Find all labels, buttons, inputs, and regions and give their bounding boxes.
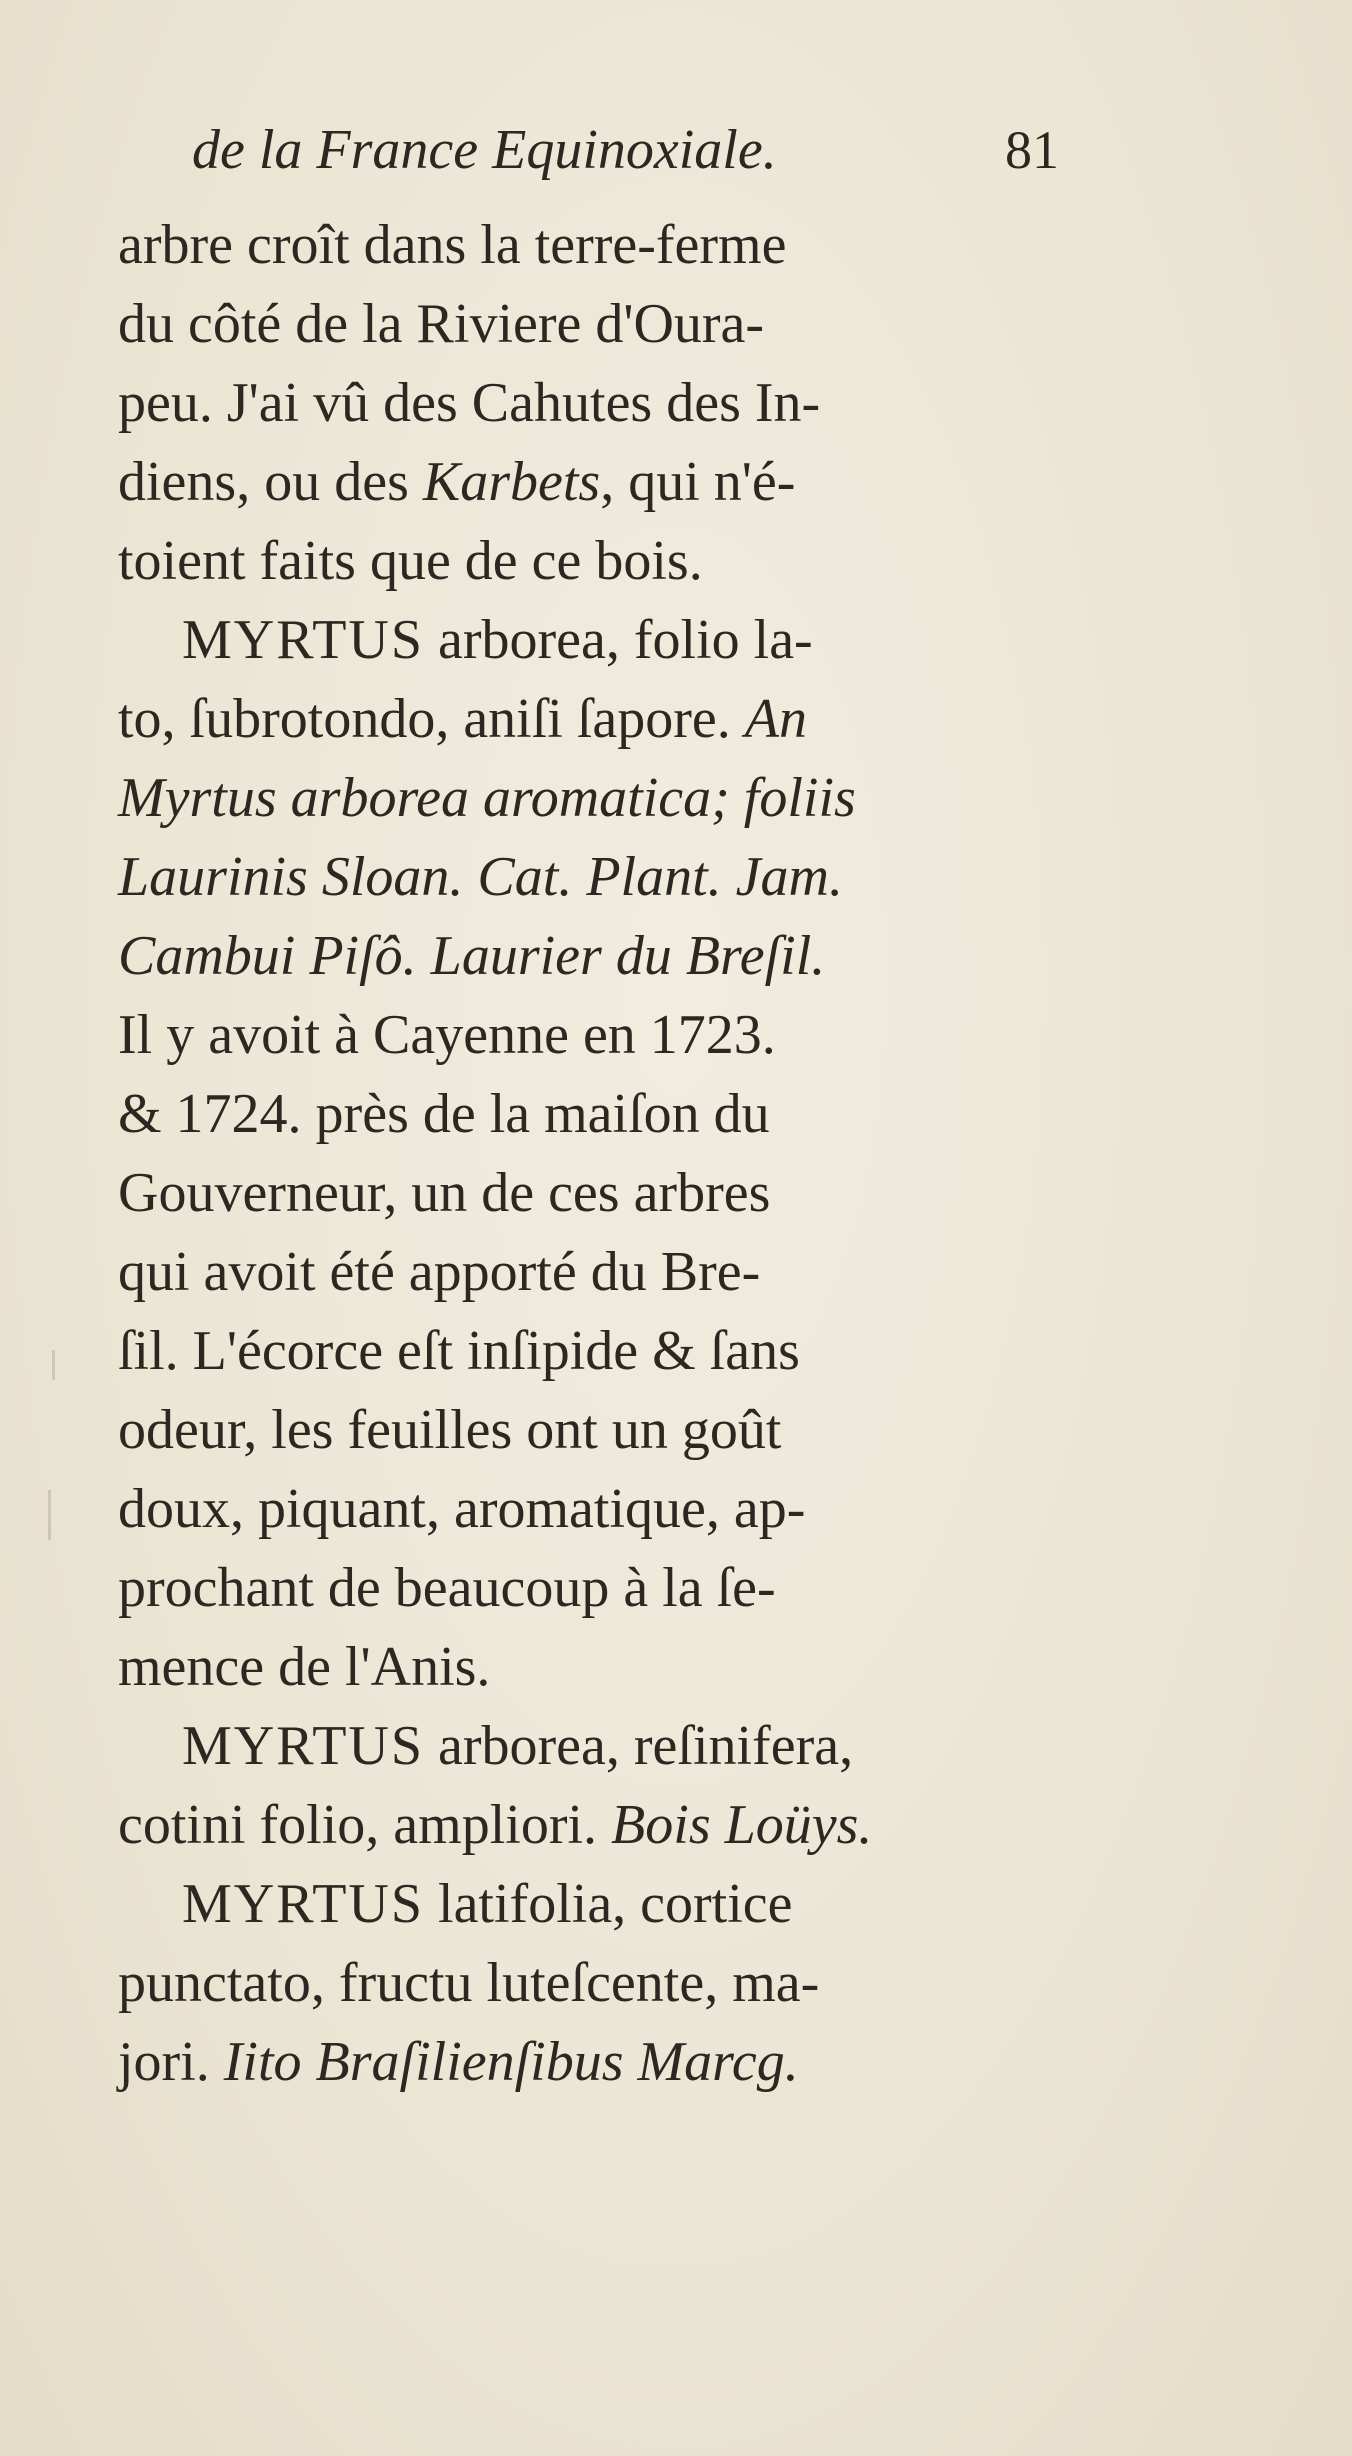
- running-header: [192, 110, 1112, 190]
- paper-mark: [48, 1490, 51, 1540]
- genus-name: MYRTUS: [182, 1873, 425, 1935]
- paper-mark: [52, 1350, 55, 1380]
- text-line: diens, ou des Karbets, qui n'é-: [118, 451, 796, 513]
- page-number: 81: [1005, 120, 1059, 180]
- text-line: punctato, fructu luteſcente, ma-: [118, 1952, 820, 2014]
- paragraph-start-line: MYRTUS arborea, folio la-: [182, 609, 813, 671]
- genus-name: MYRTUS: [182, 1715, 425, 1777]
- text-line: toient faits que de ce bois.: [118, 530, 703, 592]
- text-line: to, ſubrotondo, aniſi ſapore. An: [118, 688, 807, 750]
- text-line: Myrtus arborea aromatica; foliis: [118, 767, 856, 829]
- text-line: odeur, les feuilles ont un goût: [118, 1399, 782, 1461]
- text-line: prochant de beaucoup à la ſe-: [118, 1557, 776, 1619]
- genus-name: MYRTUS: [182, 609, 425, 671]
- text-line: arbre croît dans la terre-ferme: [118, 214, 787, 276]
- text-line: mence de l'Anis.: [118, 1636, 491, 1698]
- text-line: ſil. L'écorce eſt inſipide & ſans: [118, 1320, 800, 1382]
- paragraph-start-line: MYRTUS latifolia, cortice: [182, 1873, 793, 1935]
- text-line: du côté de la Riviere d'Oura-: [118, 293, 765, 355]
- text-line: doux, piquant, aromatique, ap-: [118, 1478, 806, 1540]
- text-line: Il y avoit à Cayenne en 1723.: [118, 1004, 776, 1066]
- text-line: jori. Iito Braſilienſibus Marcg.: [118, 2031, 799, 2093]
- running-title: de la France Equinoxiale.: [192, 119, 777, 181]
- text-line: peu. J'ai vû des Cahutes des In-: [118, 372, 821, 434]
- text-line: Gouverneur, un de ces arbres: [118, 1162, 771, 1224]
- text-line: & 1724. près de la maiſon du: [118, 1083, 770, 1145]
- text-line: Cambui Piſô. Laurier du Breſil.: [118, 925, 826, 987]
- paragraph-start-line: MYRTUS arborea, reſinifera,: [182, 1715, 854, 1777]
- text-line: cotini folio, ampliori. Bois Loüys.: [118, 1794, 873, 1856]
- text-line: Laurinis Sloan. Cat. Plant. Jam.: [118, 846, 843, 908]
- text-line: qui avoit été apporté du Bre-: [118, 1241, 761, 1303]
